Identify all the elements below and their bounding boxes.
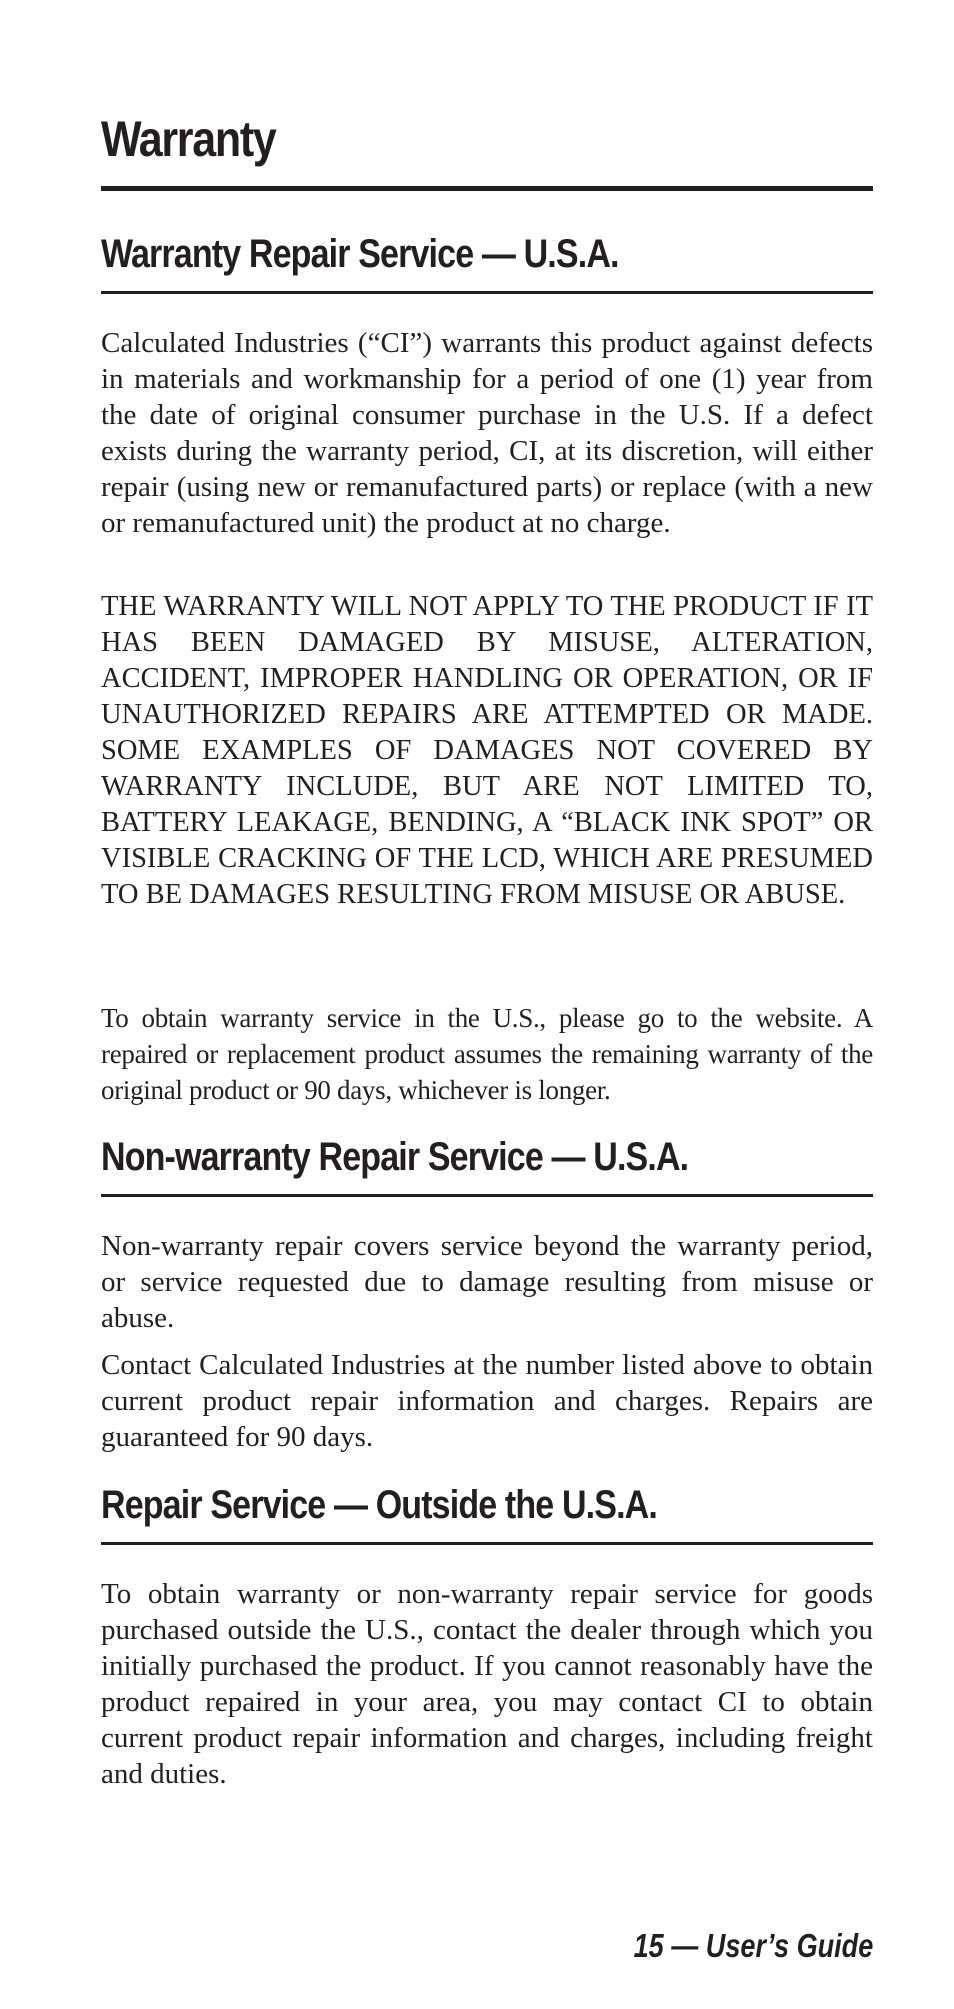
paragraph-outside-usa-service: To obtain warranty or non-warranty repair service for goods purchased outside the U.S., contact the dealer through which you initially purchased the product. If you cannot reasonably have the product repaired in your area, you may contact CI to obtain current product repair information and charges, including freight and duties. bbox=[101, 1578, 873, 1790]
paragraph-warranty-exclusions: THE WARRANTY WILL NOT APPLY TO THE PRODUCT IF IT HAS BEEN DAMAGED BY MISUSE, ALTERATION, ACCIDENT, IMPROPER HANDLING OR OPERATION, OR IF UNAUTHORIZED REPAIRS ARE ATTEMPTED OR MADE. SOME EXAMPLES OF DAMAGES NOT COVERED BY WARRANTY INCLUDE, BUT ARE NOT LIMITED TO, BATTERY LEAKAGE, BENDING, A “BLACK INK SPOT” OR VISIBLE CRACKING OF THE LCD, WHICH ARE PRESUMED TO BE DAMAGES RESULTING FROM MISUSE OR ABUSE. bbox=[101, 591, 873, 910]
section-rule bbox=[101, 1194, 873, 1197]
section-rule bbox=[101, 1542, 873, 1545]
page-footer: 15 — User’s Guide bbox=[633, 1927, 873, 1964]
section-heading-warranty-usa: Warranty Repair Service — U.S.A. bbox=[101, 232, 619, 276]
section-heading-outside-usa: Repair Service — Outside the U.S.A. bbox=[101, 1483, 657, 1527]
paragraph-warranty-terms: Calculated Industries (“CI”) warrants this product against defects in materials and workmanship for a period of one (1) year from the date of original consumer purchase in the U.S. If a defect exists during the warranty period, CI, at its discretion, will either repair (using new or remanufactured parts) or replace (with a new or remanufactured unit) the product at no charge. bbox=[101, 327, 873, 539]
section-heading-non-warranty-usa: Non-warranty Repair Service — U.S.A. bbox=[101, 1135, 689, 1179]
title-rule bbox=[101, 186, 873, 191]
paragraph-non-warranty-contact: Contact Calculated Industries at the number listed above to obtain current product repair information and charges. Repairs are guaranteed for 90 days. bbox=[101, 1349, 873, 1453]
paragraph-warranty-service: To obtain warranty service in the U.S., please go to the website. A repaired or replacement product assumes the remaining warranty of the original product or 90 days, whichever is longer. bbox=[101, 1003, 873, 1105]
paragraph-non-warranty-scope: Non-warranty repair covers service beyond the warranty period, or service requested due to damage resulting from misuse or abuse. bbox=[101, 1230, 873, 1334]
page-title: Warranty bbox=[101, 111, 276, 167]
section-rule bbox=[101, 291, 873, 294]
